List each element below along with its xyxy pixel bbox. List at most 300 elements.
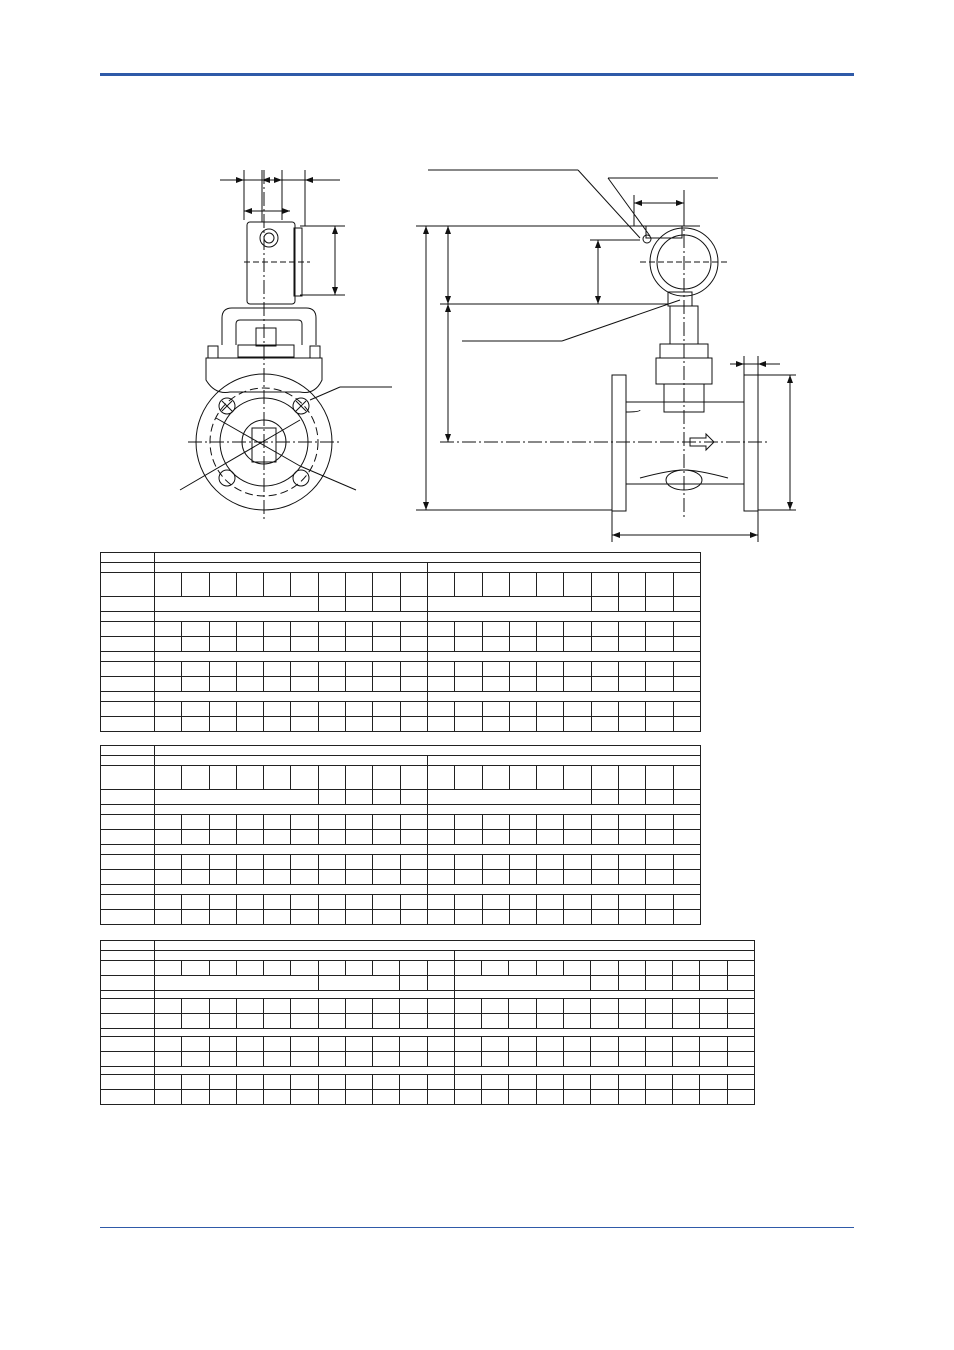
table-cell: [563, 1090, 590, 1105]
table-cell: [155, 662, 182, 677]
table-cell: [427, 855, 454, 870]
table-cell: [373, 870, 400, 885]
table-cell: [537, 717, 564, 732]
table-cell: [591, 677, 618, 692]
table-cell: [482, 717, 509, 732]
table-cell: [101, 790, 155, 805]
table-cell: [591, 662, 618, 677]
table-cell: [700, 1014, 727, 1029]
table-cell: [427, 677, 454, 692]
table-cell: [591, 790, 618, 805]
table-cell: [373, 702, 400, 717]
table-cell: [482, 702, 509, 717]
table-cell: [236, 1052, 263, 1067]
table-cell: [645, 999, 672, 1014]
table-cell: [564, 870, 591, 885]
table-cell: [454, 1075, 481, 1090]
table-cell: [618, 1090, 645, 1105]
table-cell: [563, 999, 590, 1014]
table-cell: [373, 1014, 400, 1029]
table-cell: [427, 870, 454, 885]
table-cell: [155, 845, 428, 855]
table-cell: [236, 1075, 263, 1090]
table-cell: [591, 1014, 618, 1029]
table-cell: [427, 766, 454, 790]
table-cell: [236, 1037, 263, 1052]
table-cell: [264, 1052, 291, 1067]
table-cell: [673, 766, 700, 790]
table-cell: [291, 910, 318, 925]
table-cell: [673, 910, 700, 925]
table-cell: [591, 910, 618, 925]
table-cell: [646, 662, 673, 677]
table-cell: [618, 1037, 645, 1052]
table-cell: [700, 1090, 727, 1105]
table-cell: [236, 662, 263, 677]
table-cell: [673, 870, 700, 885]
table-cell: [373, 717, 400, 732]
table-cell: [646, 830, 673, 845]
table-cell: [591, 766, 618, 790]
table-cell: [564, 815, 591, 830]
table-cell: [427, 612, 700, 622]
table-cell: [155, 1029, 455, 1037]
table-cell: [182, 895, 209, 910]
table-cell: [101, 830, 155, 845]
table-cell: [482, 1075, 509, 1090]
table-cell: [482, 1037, 509, 1052]
table-cell: [182, 662, 209, 677]
table-cell: [264, 573, 291, 597]
table-cell: [182, 815, 209, 830]
table-cell: [482, 815, 509, 830]
table-cell: [182, 870, 209, 885]
table-cell: [591, 573, 618, 597]
table-cell: [101, 652, 155, 662]
table-cell: [182, 999, 209, 1014]
table-cell: [427, 637, 454, 652]
table-cell: [236, 815, 263, 830]
table-cell: [182, 573, 209, 597]
table-cell: [101, 662, 155, 677]
table-cell: [619, 662, 646, 677]
table-cell: [591, 597, 618, 612]
table-cell: [509, 999, 536, 1014]
table-cell: [209, 622, 236, 637]
table-cell: [155, 790, 319, 805]
table-cell: [537, 830, 564, 845]
table-cell: [264, 1090, 291, 1105]
table-cell: [727, 999, 755, 1014]
table-cell: [645, 1052, 672, 1067]
table-cell: [454, 1029, 754, 1037]
table-cell: [155, 1014, 182, 1029]
table-cell: [455, 870, 482, 885]
dimension-table-2: [100, 745, 701, 925]
table-cell: [700, 976, 727, 991]
table-cell: [646, 895, 673, 910]
table-cell: [101, 885, 155, 895]
table-cell: [455, 702, 482, 717]
table-cell: [101, 553, 155, 563]
table-cell: [346, 855, 373, 870]
table-cell: [400, 1090, 427, 1105]
table-cell: [537, 677, 564, 692]
table-cell: [509, 637, 536, 652]
table-cell: [345, 999, 372, 1014]
table-cell: [101, 1090, 155, 1105]
table-cell: [646, 870, 673, 885]
table-cell: [264, 1075, 291, 1090]
table-cell: [291, 999, 318, 1014]
table-cell: [727, 961, 755, 976]
table-cell: [482, 573, 509, 597]
table-cell: [618, 1075, 645, 1090]
table-cell: [264, 662, 291, 677]
table-cell: [537, 622, 564, 637]
table-cell: [373, 830, 400, 845]
table-cell: [291, 1014, 318, 1029]
table-cell: [509, 766, 536, 790]
table-cell: [291, 855, 318, 870]
table-cell: [400, 597, 427, 612]
table-cell: [537, 573, 564, 597]
table-cell: [182, 702, 209, 717]
table-cell: [101, 991, 155, 999]
table-cell: [427, 717, 454, 732]
table-cell: [400, 910, 427, 925]
table-cell: [509, 815, 536, 830]
table-cell: [700, 1037, 727, 1052]
table-cell: [646, 910, 673, 925]
table-cell: [318, 1037, 345, 1052]
table-cell: [318, 637, 345, 652]
table-cell: [209, 895, 236, 910]
table-cell: [673, 717, 700, 732]
table-cell: [264, 717, 291, 732]
table-cell: [619, 895, 646, 910]
table-cell: [564, 573, 591, 597]
table-cell: [454, 1037, 481, 1052]
table-cell: [318, 910, 345, 925]
table-cell: [373, 855, 400, 870]
table-cell: [182, 1037, 209, 1052]
table-cell: [155, 652, 428, 662]
table-cell: [318, 766, 345, 790]
table-cell: [454, 999, 481, 1014]
table-cell: [482, 622, 509, 637]
table-cell: [455, 830, 482, 845]
table-cell: [454, 951, 754, 961]
table-cell: [346, 790, 373, 805]
table-cell: [264, 815, 291, 830]
table-cell: [209, 573, 236, 597]
table-cell: [700, 1052, 727, 1067]
table-cell: [291, 1052, 318, 1067]
table-cell: [101, 961, 155, 976]
table-cell: [236, 1014, 263, 1029]
table-cell: [346, 717, 373, 732]
table-cell: [619, 870, 646, 885]
table-cell: [236, 855, 263, 870]
table-cell: [346, 637, 373, 652]
table-cell: [101, 976, 155, 991]
table-cell: [619, 622, 646, 637]
table-cell: [400, 573, 427, 597]
table-cell: [645, 961, 672, 976]
table-cell: [482, 870, 509, 885]
table-cell: [427, 1052, 454, 1067]
table-cell: [318, 597, 345, 612]
table-cell: [318, 895, 345, 910]
table-cell: [101, 845, 155, 855]
table-cell: [155, 677, 182, 692]
table-cell: [645, 1075, 672, 1090]
table-cell: [619, 855, 646, 870]
table-cell: [209, 717, 236, 732]
table-cell: [618, 999, 645, 1014]
table-cell: [536, 1014, 563, 1029]
table-cell: [618, 961, 645, 976]
table-cell: [101, 815, 155, 830]
table-cell: [155, 1052, 182, 1067]
table-cell: [346, 910, 373, 925]
table-cell: [427, 885, 700, 895]
table-cell: [564, 910, 591, 925]
table-cell: [454, 1014, 481, 1029]
table-cell: [182, 1052, 209, 1067]
table-cell: [564, 855, 591, 870]
table-cell: [673, 1037, 700, 1052]
side-view-drawing: [416, 170, 796, 542]
table-cell: [101, 1067, 155, 1075]
table-cell: [400, 999, 427, 1014]
table-cell: [400, 637, 427, 652]
table-cell: [182, 766, 209, 790]
table-cell: [455, 910, 482, 925]
table-cell: [727, 1090, 755, 1105]
table-cell: [155, 746, 701, 756]
table-cell: [346, 662, 373, 677]
table-cell: [318, 870, 345, 885]
table-cell: [236, 1090, 263, 1105]
table-cell: [509, 702, 536, 717]
table-cell: [182, 855, 209, 870]
table-cell: [482, 637, 509, 652]
table-cell: [618, 1052, 645, 1067]
table-cell: [455, 662, 482, 677]
table-cell: [427, 756, 700, 766]
table-cell: [673, 815, 700, 830]
table-cell: [400, 766, 427, 790]
table-cell: [563, 961, 590, 976]
table-cell: [482, 766, 509, 790]
table-cell: [101, 756, 155, 766]
table-cell: [346, 622, 373, 637]
table-cell: [236, 999, 263, 1014]
table-cell: [291, 1037, 318, 1052]
table-cell: [619, 910, 646, 925]
table-cell: [101, 1075, 155, 1090]
table-cell: [646, 702, 673, 717]
table-cell: [400, 717, 427, 732]
table-cell: [182, 622, 209, 637]
table-cell: [646, 573, 673, 597]
table-cell: [673, 790, 700, 805]
table-cell: [673, 622, 700, 637]
table-cell: [155, 692, 428, 702]
table-cell: [619, 597, 646, 612]
table-cell: [646, 855, 673, 870]
table-cell: [537, 702, 564, 717]
table-cell: [318, 1090, 345, 1105]
table-cell: [101, 870, 155, 885]
table-cell: [427, 830, 454, 845]
table-cell: [482, 855, 509, 870]
table-cell: [673, 1075, 700, 1090]
table-cell: [318, 677, 345, 692]
table-cell: [400, 961, 427, 976]
table-cell: [482, 895, 509, 910]
table-cell: [264, 677, 291, 692]
table-cell: [591, 815, 618, 830]
table-cell: [101, 637, 155, 652]
table-cell: [427, 910, 454, 925]
dimension-table-3: [100, 940, 755, 1105]
table-cell: [318, 622, 345, 637]
table-cell: [700, 961, 727, 976]
table-cell: [673, 637, 700, 652]
table-cell: [482, 662, 509, 677]
table-cell: [182, 830, 209, 845]
table-cell: [591, 976, 618, 991]
table-cell: [564, 895, 591, 910]
table-cell: [454, 1052, 481, 1067]
table-cell: [236, 677, 263, 692]
table-cell: [209, 662, 236, 677]
table-cell: [537, 855, 564, 870]
table-cell: [101, 597, 155, 612]
table-cell: [236, 910, 263, 925]
table-cell: [673, 1090, 700, 1105]
table-cell: [673, 961, 700, 976]
table-cell: [318, 702, 345, 717]
table-cell: [318, 790, 345, 805]
dimension-table-1: [100, 552, 701, 732]
table-cell: [209, 1052, 236, 1067]
table-cell: [264, 870, 291, 885]
table-cell: [727, 1014, 755, 1029]
table-cell: [346, 815, 373, 830]
table-cell: [536, 1052, 563, 1067]
table-cell: [236, 717, 263, 732]
table-cell: [264, 1037, 291, 1052]
table-cell: [673, 702, 700, 717]
table-cell: [373, 961, 400, 976]
table-cell: [373, 1052, 400, 1067]
table-cell: [645, 1090, 672, 1105]
table-cell: [101, 622, 155, 637]
table-cell: [482, 961, 509, 976]
table-cell: [291, 870, 318, 885]
table-cell: [509, 717, 536, 732]
table-cell: [264, 999, 291, 1014]
table-cell: [101, 855, 155, 870]
table-cell: [264, 855, 291, 870]
table-cell: [291, 815, 318, 830]
table-cell: [564, 662, 591, 677]
table-cell: [454, 1090, 481, 1105]
table-cell: [101, 702, 155, 717]
table-cell: [318, 717, 345, 732]
table-cell: [209, 815, 236, 830]
table-cell: [264, 895, 291, 910]
table-cell: [346, 702, 373, 717]
table-cell: [400, 790, 427, 805]
table-cell: [673, 976, 700, 991]
table-cell: [236, 702, 263, 717]
table-cell: [455, 573, 482, 597]
table-cell: [209, 910, 236, 925]
table-cell: [155, 951, 455, 961]
table-cell: [727, 1037, 755, 1052]
table-cell: [509, 855, 536, 870]
table-cell: [427, 1037, 454, 1052]
table-cell: [482, 910, 509, 925]
table-cell: [373, 637, 400, 652]
table-cell: [209, 855, 236, 870]
table-cell: [155, 1037, 182, 1052]
table-cell: [454, 991, 754, 999]
table-cell: [209, 1037, 236, 1052]
table-cell: [155, 553, 701, 563]
table-cell: [427, 895, 454, 910]
table-cell: [155, 717, 182, 732]
table-cell: [373, 790, 400, 805]
table-cell: [209, 637, 236, 652]
table-cell: [318, 573, 345, 597]
table-cell: [291, 766, 318, 790]
table-cell: [155, 756, 428, 766]
table-cell: [318, 976, 400, 991]
table-cell: [619, 815, 646, 830]
table-cell: [536, 1090, 563, 1105]
table-cell: [537, 766, 564, 790]
table-cell: [700, 999, 727, 1014]
table-cell: [454, 961, 481, 976]
table-cell: [427, 702, 454, 717]
table-cell: [509, 573, 536, 597]
table-cell: [619, 637, 646, 652]
table-cell: [155, 999, 182, 1014]
table-cell: [400, 1037, 427, 1052]
table-cell: [673, 573, 700, 597]
table-cell: [673, 677, 700, 692]
table-cell: [591, 961, 618, 976]
table-cell: [209, 766, 236, 790]
table-cell: [318, 830, 345, 845]
table-cell: [236, 870, 263, 885]
table-cell: [619, 717, 646, 732]
table-cell: [427, 805, 700, 815]
table-cell: [400, 870, 427, 885]
table-cell: [155, 941, 755, 951]
technical-drawing: [0, 0, 954, 550]
table-cell: [155, 563, 428, 573]
table-cell: [155, 991, 455, 999]
table-cell: [101, 805, 155, 815]
table-cell: [619, 790, 646, 805]
